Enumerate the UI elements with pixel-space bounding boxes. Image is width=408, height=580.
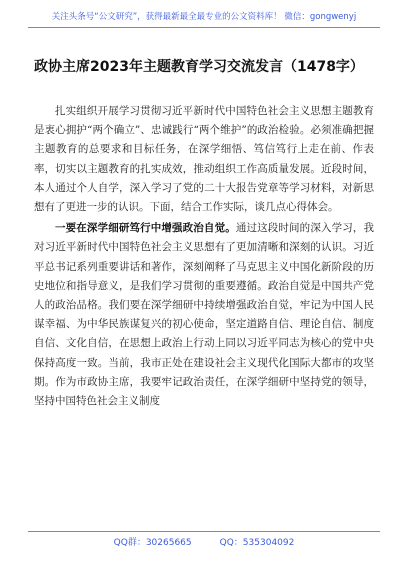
footer-divider (28, 531, 380, 532)
banner-account-text: 关注头条号“公文研究” (51, 12, 138, 22)
footer-qq-group: QQ群：30265665 (113, 538, 192, 548)
top-banner: 关注头条号“公文研究”，获得最新最全最专业的公文资料库！ 微信：gongwenyj (51, 12, 357, 22)
footer-qq: QQ：535304092 (219, 538, 295, 548)
header-divider (28, 27, 380, 28)
banner-slogan-text: 获得最新最全最专业的公文资料库！ (145, 12, 282, 22)
point-one-heading: 一要在深学细研笃行中增强政治自觉。 (55, 222, 236, 235)
paragraph-point-one (34, 219, 374, 411)
document-body (34, 102, 374, 411)
document-title: 政协主席2023年主题教育学习交流发言（1478字） (34, 59, 364, 75)
banner-wechat-text: 微信：gongwenyj (284, 12, 357, 22)
footer-contact (0, 535, 408, 548)
point-one-body: 通过这段时间的深入学习，我对习近平新时代中国特色社会主义思想有了更加清晰和深刻的认识。习近平总书记系列重要讲话和著作，深刻阐释了马克思主义中国化新阶段的历史地位和指导意义，是我们学习贯彻的重要遵循。政治自觉是中国共产党人的政治品格。我们要在深学细研中持续增强政治自觉，牢记为中国人民谋幸福、为中华民族谋复兴的初心使命，坚定道路自信、理论自信、制度自信、文化自信，在思想上政治上行动上同以习近平同志为核心的党中央保持高度一致。当前，我市正处在建设社会主义现代化国际大都市的攻坚期。作为市政协主席，我要牢记政治责任，在深学细研中坚持党的领导，坚持中国特色社会主义制度 (34, 222, 375, 408)
paragraph-intro: 扎实组织开展学习贯彻习近平新时代中国特色社会主义思想主题教育是衷心拥护“两个确立”、忠诚践行“两个维护”的政治检验。必须准确把握主题教育的总要求和目标任务，在深学细悟、笃信笃行上走在前、作表率，切实以主题教育的扎实成效，推动组织工作高质量发展。近段时间，本人通过个人自学，深入学习了党的二十大报告党章等学习材料，对新思想有了更进一步的认识。下面，结合工作实际，谈几点心得体会。 (34, 105, 374, 214)
